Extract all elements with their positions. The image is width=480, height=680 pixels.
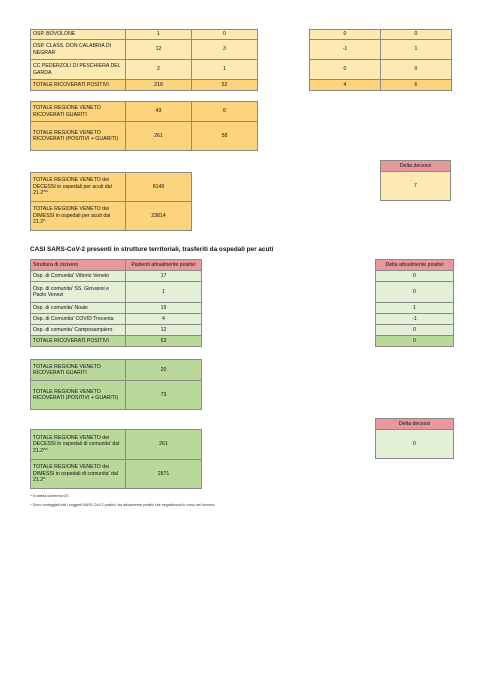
row-label: OSP. BOVOLONE [31,30,126,40]
hospital-table [30,29,258,91]
row-label: Osp. di comunita' Camposampiero [31,325,126,336]
row-value: 6 [192,102,258,122]
total-row [31,336,202,347]
row-label: TOTALE REGIONE VENETO dei DIMESSI in ospedali di comunita' dal 21.2^ [31,460,126,489]
row-value: 261 [126,122,192,151]
table-header [31,260,202,271]
row-value: 23814 [126,202,192,231]
table-row [31,202,192,231]
delta-header: Delta attualmente positivi [376,260,454,271]
delta-value: 1 [376,303,454,314]
table-row [31,360,202,381]
row-label: Osp. di Comunita' COVID Trecenta [31,314,126,325]
delta-header: Delta decessi [381,161,451,172]
table-row [31,460,202,489]
row-label: TOTALE REGIONE VENETO RICOVERATI GUARITI [31,102,126,122]
delta-value: 0 [310,30,381,40]
row-value: 4 [126,314,202,325]
table-row [31,271,202,282]
table-row [31,40,258,60]
delta-total: 6 [381,80,452,91]
delta-value: -1 [310,40,381,60]
delta-value: -1 [376,314,454,325]
footnote: ^ In attesa conferma GS [30,494,69,498]
row-value: 8149 [126,173,192,202]
row-value: 19 [126,303,202,314]
total-value: 218 [126,80,192,91]
territorial-table [30,259,202,347]
row-value: 261 [126,430,202,460]
territorial-deaths-table [30,429,202,489]
footnote: ^ Sono conteggiati tutti i soggetti SARS-CoV-2 positivi, sia attualmente positivi che negativizzati in corso del ricovero [30,503,215,507]
row-label: Osp. di comunita' SS. Giovanni e Paolo Venezi [31,282,126,303]
row-value: 43 [126,102,192,122]
table-row [31,30,258,40]
row-value: 12 [126,40,192,60]
row-value: 1 [126,282,202,303]
row-value: 1 [192,60,258,80]
table-row [31,325,202,336]
table-row [31,102,258,122]
delta-value: 7 [381,172,451,201]
delta-value: 0 [376,282,454,303]
header-value: Pazienti attualmente positivi [126,260,202,271]
row-label: Osp. di comunita' Noale [31,303,126,314]
veneto-hospital-summary [30,101,258,151]
table-row [31,282,202,303]
table-row [31,173,192,202]
row-value: 58 [192,122,258,151]
delta-value: 0 [376,271,454,282]
row-value: 1 [126,30,192,40]
hospital-deaths-table [30,172,192,231]
total-row [31,80,258,91]
row-value: 2 [126,60,192,80]
table-row [31,303,202,314]
territorial-summary [30,359,202,410]
delta-header: Delta decessi [376,419,454,430]
table-row [31,60,258,80]
row-label: TOTALE REGIONE VENETO RICOVERATI (POSITIVI + GUARITI) [31,122,126,151]
row-label: TOTALE REGIONE VENETO RICOVERATI (POSITIVI + GUARITI) [31,381,126,410]
row-value: 0 [192,30,258,40]
territorial-delta-table [375,259,454,347]
table-row [31,122,258,151]
row-label: TOTALE REGIONE VENETO RICOVERATI GUARITI [31,360,126,381]
row-value: 17 [126,271,202,282]
total-value: 53 [126,336,202,347]
row-value: 2871 [126,460,202,489]
total-value: 52 [192,80,258,91]
delta-value: 0 [381,30,452,40]
row-label: TOTALE REGIONE VENETO dei DIMESSI in ospedali per acuti dal 21.2^ [31,202,126,231]
row-label: OSP. CLASS. DON CALABRIA DI NEGRAR [31,40,126,60]
table-row [31,314,202,325]
row-value: 73 [126,381,202,410]
delta-value: 0 [310,60,381,80]
row-label: TOTALE REGIONE VENETO dei DECESSI in ospedali per acuti dal 21.2^^ [31,173,126,202]
section-title: CASI SARS-CoV-2 presenti in strutture territoriali, trasferiti da ospedali per acuti [30,246,274,253]
row-value: 12 [126,325,202,336]
delta-total: 0 [376,336,454,347]
territorial-delta-deaths [375,418,454,459]
total-label: TOTALE RICOVERATI POSITIVI [31,80,126,91]
header-label: Struttura di ricovero [31,260,126,271]
row-value: 3 [192,40,258,60]
hospital-delta-deaths [380,160,451,201]
delta-value: 0 [376,325,454,336]
delta-total: 4 [310,80,381,91]
row-label: Osp. di Comunita' Vittorio Veneto [31,271,126,282]
delta-value: 0 [381,60,452,80]
row-label: CC PEDERZOLI DI PESCHIERA DEL GARDA [31,60,126,80]
row-value: 20 [126,360,202,381]
table-row [31,430,202,460]
total-label: TOTALE RICOVERATI POSITIVI [31,336,126,347]
delta-value: 1 [381,40,452,60]
hospital-delta-table [309,29,452,91]
row-label: TOTALE REGIONE VENETO dei DECESSI in ospedali di comunita' dal 21.2^^ [31,430,126,460]
table-row [31,381,202,410]
delta-value: 0 [376,430,454,459]
